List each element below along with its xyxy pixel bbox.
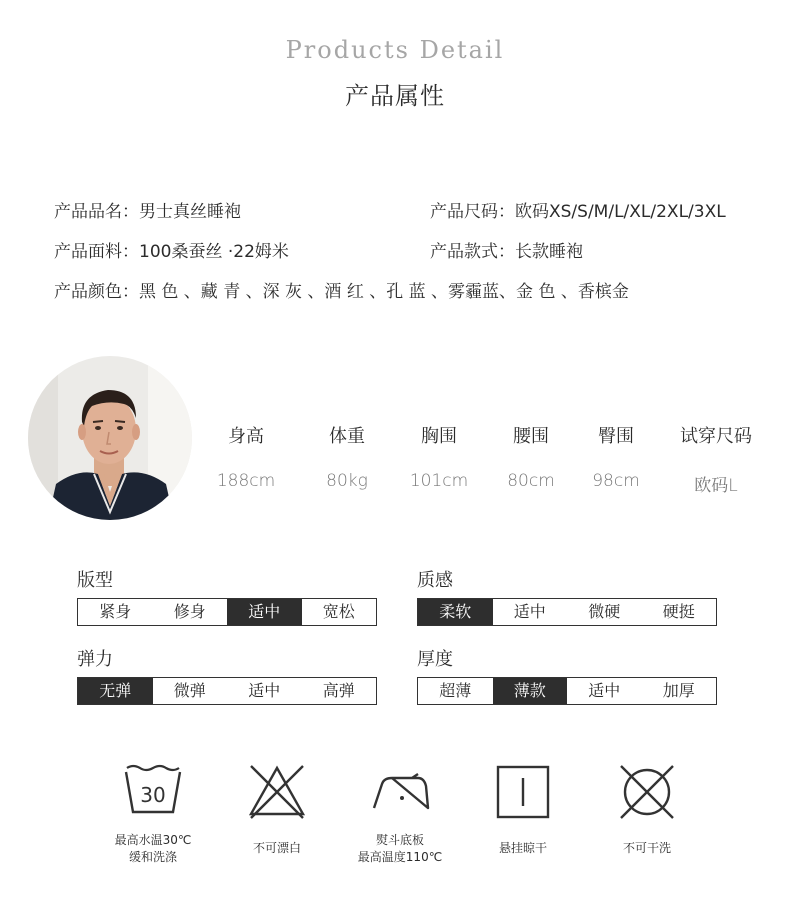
scale-option: 超薄 <box>439 681 472 700</box>
scale-bar <box>77 598 377 626</box>
attr-colors: 产品颜色：黑 色 、藏 青 、深 灰 、酒 红 、孔 蓝 、雾霾蓝、金 色 、香槟金 <box>54 282 629 302</box>
scale-option: 微弹 <box>173 681 206 700</box>
scale-bar <box>417 598 717 626</box>
scale-option-selected: 柔软 <box>418 599 493 625</box>
care-label <box>463 840 583 857</box>
measure-header: 胸围 <box>421 426 457 447</box>
scale-label: 质感 <box>417 570 453 591</box>
page-title-en: Products Detail <box>285 36 505 64</box>
no-dry-clean-icon <box>615 760 679 824</box>
scale-option: 硬挺 <box>662 602 695 621</box>
care-label <box>340 832 460 866</box>
scale-option-selected: 适中 <box>227 599 302 625</box>
scale-option: 宽松 <box>322 602 355 621</box>
scale-option-selected: 无弹 <box>78 678 153 704</box>
care-label-line: 不可漂白 <box>252 841 301 855</box>
wash-temp-text: 30 <box>140 783 166 807</box>
care-label-line: 最高温度110℃ <box>357 850 443 864</box>
measure-header: 身高 <box>228 426 264 447</box>
scale-option: 适中 <box>513 602 546 621</box>
no-bleach-icon <box>245 760 309 824</box>
scale-option: 适中 <box>248 681 281 700</box>
hang-dry-icon <box>491 760 555 824</box>
measure-value: 80kg <box>326 471 368 491</box>
measure-header: 臀围 <box>598 426 634 447</box>
scale-option: 适中 <box>588 681 621 700</box>
care-label-line: 最高水温30℃ <box>114 833 192 847</box>
attr-style: 产品款式：长款睡袍 <box>430 242 583 262</box>
scale-option: 高弹 <box>322 681 355 700</box>
measure-value: 188cm <box>216 471 276 491</box>
care-label <box>217 840 337 857</box>
page-title-cn: 产品属性 <box>345 82 445 110</box>
attr-name: 产品品名：男士真丝睡袍 <box>54 202 241 222</box>
attr-size: 产品尺码：欧码XS/S/M/L/XL/2XL/3XL <box>430 202 726 222</box>
measure-value: 98cm <box>592 471 640 491</box>
model-avatar <box>28 356 192 520</box>
scale-label: 版型 <box>77 570 113 591</box>
scale-option: 紧身 <box>99 602 132 621</box>
measure-value: 80cm <box>507 471 555 491</box>
measure-header: 试穿尺码 <box>680 426 752 447</box>
scale-label: 弹力 <box>77 649 113 670</box>
attr-fabric: 产品面料：100桑蚕丝 ·22姆米 <box>54 242 289 262</box>
care-label-line: 熨斗底板 <box>375 833 424 847</box>
measure-value: 欧码L <box>694 476 738 496</box>
care-label-line: 不可干洗 <box>622 841 671 855</box>
care-label <box>587 840 707 857</box>
wash-30-icon <box>121 760 185 824</box>
scale-option-selected: 薄款 <box>493 678 568 704</box>
care-label-line: 悬挂晾干 <box>498 841 547 855</box>
scale-option: 微硬 <box>588 602 621 621</box>
measure-header: 体重 <box>329 426 365 447</box>
scale-bar <box>417 677 717 705</box>
scale-option: 加厚 <box>662 681 695 700</box>
iron-low-icon <box>368 760 432 824</box>
measure-header: 腰围 <box>513 426 549 447</box>
scale-option: 修身 <box>173 602 206 621</box>
care-label <box>93 832 213 866</box>
scale-bar <box>77 677 377 705</box>
care-label-line: 缓和洗涤 <box>128 850 177 864</box>
scale-label: 厚度 <box>417 649 453 670</box>
measure-value: 101cm <box>409 471 469 491</box>
